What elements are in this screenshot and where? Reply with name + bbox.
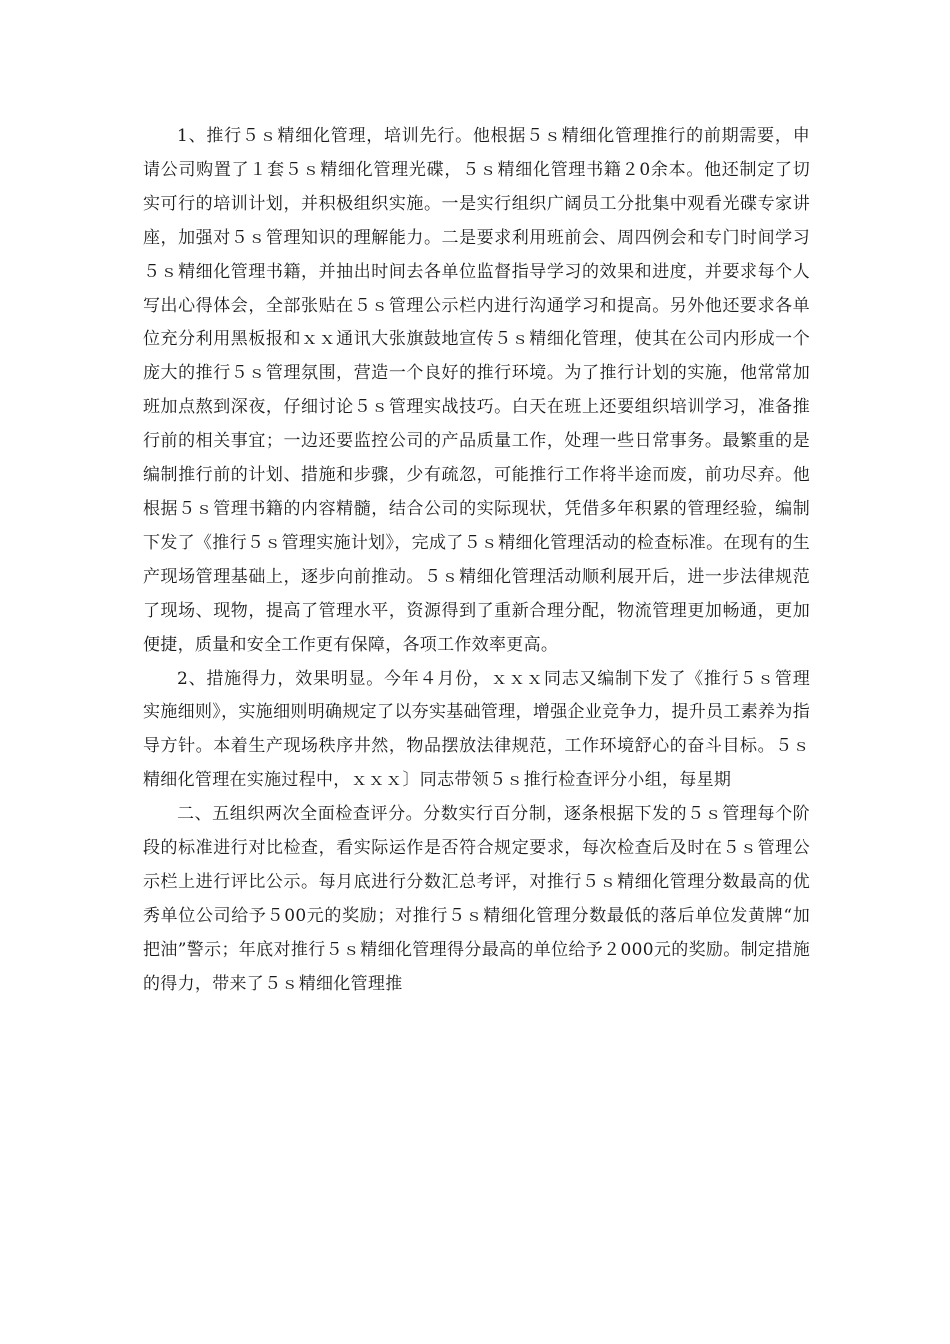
document-body (143, 120, 810, 1002)
paragraph-measures: 2、措施得力，效果明显。今年４月份，ｘｘｘ同志又编制下发了《推行５ｓ管理实施细则》，实施细则明确规定了以夯实基础管理，增强企业竞争力，提升员工素养为指导方针。本着生产现场秩序井然，物品摆放法律规范，工作环境舒心的奋斗目标。５ｓ精细化管理在实施过程中，ｘｘｘ〕同志带领５ｓ推行检查评分小组，每星期 (143, 668, 810, 791)
paragraph-training: 1、推行５ｓ精细化管理，培训先行。他根据５ｓ精细化管理推行的前期需要，申请公司购置了１套５ｓ精细化管理光碟，５ｓ精细化管理书籍２0余本。他还制定了切实可行的培训计划，并积极组织实施。一是实行组织广阔员工分批集中观看光碟专家讲座，加强对５ｓ管理知识的理解能力。二是要求利用班前会、周四例会和专门时间学习５ｓ精细化管理书籍，并抽出时间去各单位监督指导学习的效果和进度，并要求每个人写出心得体会，全部张贴在５ｓ管理公示栏内进行沟通学习和提高。另外他还要求各单位充分利用黑板报和ｘｘ通讯大张旗鼓地宣传５ｓ精细化管理，使其在公司内形成一个庞大的推行５ｓ管理氛围，营造一个良好的推行环境。为了推行计划的实施，他常常加班加点熬到深夜，仔细讨论５ｓ管理实战技巧。白天在班上还要组织培训学习，准备推行前的相关事宜；一边还要监控公司的产品质量工作，处理一些日常事务。最繁重的是编制推行前的计划、措施和步骤，少有疏忽，可能推行工作将半途而废，前功尽弃。他根据５ｓ管理书籍的内容精髓，结合公司的实际现状，凭借多年积累的管理经验，编制下发了《推行５ｓ管理实施计划》，完成了５ｓ精细化管理活动的检查标准。在现有的生产现场管理基础上，逐步向前推动。５ｓ精细化管理活动顺利展开后，进一步法律规范了现场、现物，提高了管理水平，资源得到了重新合理分配，物流管理更加畅通，更加便捷，质量和安全工作更有保障，各项工作效率更高。 (143, 126, 810, 655)
paragraph-inspection: 二、五组织两次全面检查评分。分数实行百分制，逐条根据下发的５ｓ管理每个阶段的标准进行对比检查，看实际运作是否符合规定要求，每次检查后及时在５ｓ管理公示栏上进行评比公示。每月底进行分数汇总考评，对推行５ｓ精细化管理分数最高的优秀单位公司给予５00元的奖励；对推行５ｓ精细化管理分数最低的落后单位发黄牌“加把油”警示；年底对推行５ｓ精细化管理得分最高的单位给予２000元的奖励。制定措施的得力，带来了５ｓ精细化管理推 (143, 804, 810, 994)
